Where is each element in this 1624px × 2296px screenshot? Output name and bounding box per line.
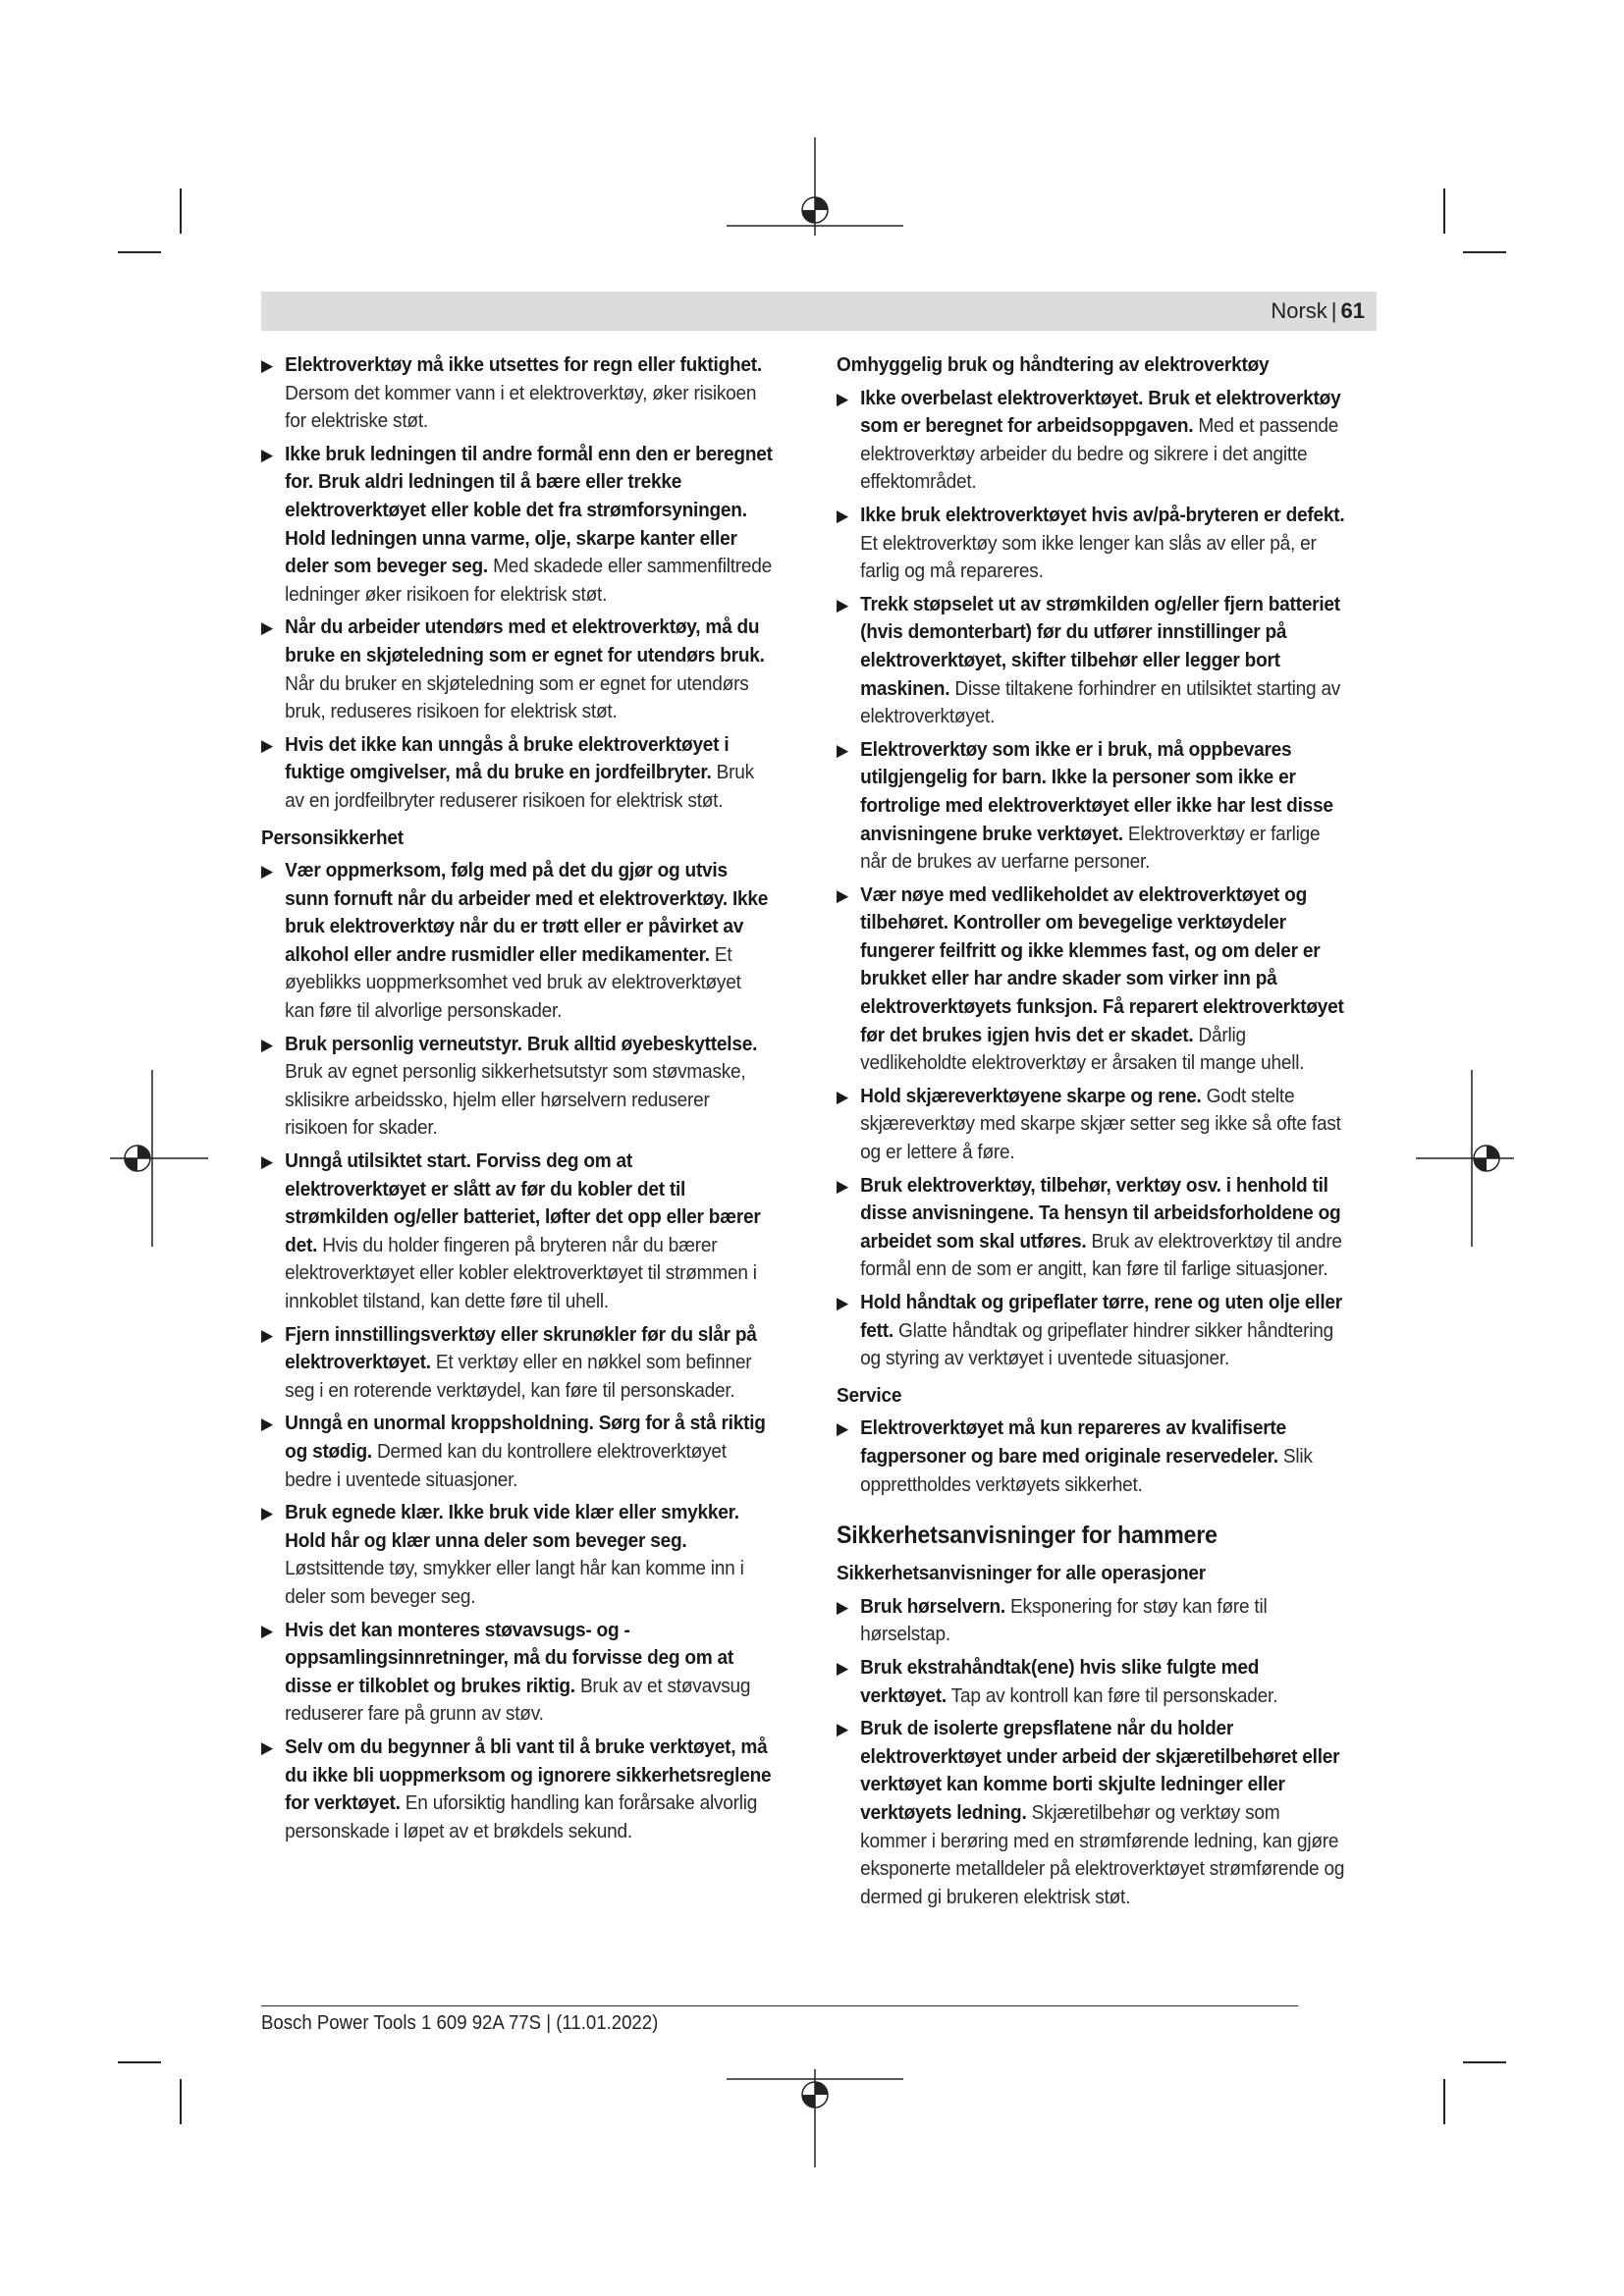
list-item [261, 1148, 775, 1316]
left-column [261, 351, 775, 1850]
bullet-triangle-icon: ▶ [837, 595, 848, 614]
bullet-triangle-icon: ▶ [261, 862, 273, 881]
subheading-personal-safety: Personsikkerhet [261, 826, 404, 849]
item-plain-text: Eksponering for støy kan føre til hørselstap. [860, 1594, 1268, 1646]
list-item [261, 1410, 775, 1494]
list-item [261, 441, 775, 610]
item-plain-text: Slik opprettholdes verktøyets sikkerhet. [860, 1444, 1313, 1496]
bullet-triangle-icon: ▶ [837, 389, 848, 408]
item-bold-text: Vær nøye med vedlikeholdet av elektroverktøyet og tilbehøret. Kontroller om bevegelige verktøydeler fungerer feilfritt og ikke klemmes fast, og om deler er brukket eller har andre skader som virker inn på elektroverktøyets funksjon. Få reparert elektroverktøyet før det brukes igjen hvis det er skadet. [860, 882, 1344, 1046]
header-separator: | [1330, 298, 1337, 323]
item-plain-text: Et elektroverktøy som ikke lenger kan slås av eller på, er farlig og må repareres. [860, 531, 1317, 583]
bullet-triangle-icon: ▶ [837, 1087, 848, 1106]
subheading-all-operations: Sikkerhetsanvisninger for alle operasjoner [837, 1562, 1206, 1585]
item-bold-text: Unngå en unormal kroppsholdning. Sørg for å stå riktig og stødig. [285, 1412, 766, 1463]
section-heading-hammer-safety: Sikkerhetsanvisninger for hammere [837, 1522, 1218, 1550]
bullet-triangle-icon: ▶ [261, 1504, 273, 1523]
item-bold-text: Selv om du begynner å bli vant til å bruke verktøyet, må du ikke bli uoppmerksom og ignorere sikkerhetsreglene for verktøyet. [285, 1735, 772, 1815]
item-plain-text: Bruk av et støvavsug reduserer fare på grunn av støv. [285, 1674, 751, 1726]
list-item [837, 1715, 1350, 1911]
item-plain-text: Dermed kan du kontrollere elektroverktøyet bedre i uventede situasjoner. [285, 1439, 727, 1491]
item-bold-text: Fjern innstillingsverktøy eller skrunøkler før du slår på elektroverktøyet. [285, 1322, 757, 1374]
bullet-triangle-icon: ▶ [837, 1176, 848, 1196]
item-bold-text: Elektroverktøy må ikke utsettes for regn eller fuktighet. [285, 353, 762, 376]
header-text [1271, 297, 1365, 325]
item-bold-text: Ikke bruk elektroverktøyet hvis av/på-bryteren er defekt. [860, 503, 1345, 526]
bullet-triangle-icon: ▶ [837, 1658, 848, 1678]
item-plain-text: Bruk av elektroverktøy til andre formål enn de som er angitt, kan føre til farlige situasjoner. [860, 1229, 1342, 1281]
list-item [261, 1321, 775, 1406]
registration-mark-bottom-icon [727, 2069, 903, 2167]
item-plain-text: Med et passende elektroverktøy arbeider du bedre og sikrere i det angitte effektområdet. [860, 414, 1339, 494]
item-bold-text: Trekk støpselet ut av strømkilden og/eller fjern batteriet (hvis demonterbart) før du utfører innstillinger på elektroverktøyet, skifter tilbehør eller legger bort maskinen. [860, 592, 1340, 700]
bullet-triangle-icon: ▶ [261, 1737, 273, 1757]
item-plain-text: Tap av kontroll kan føre til personskader. [946, 1683, 1278, 1707]
bullet-triangle-icon: ▶ [261, 1325, 273, 1345]
registration-mark-top-icon [727, 137, 903, 236]
item-plain-text: Med skadede eller sammenfiltrede ledninger øker risikoen for elektrisk støt. [285, 555, 773, 606]
list-item [837, 502, 1350, 586]
bullet-triangle-icon: ▶ [261, 1035, 273, 1054]
crop-mark-top-left-v [180, 188, 182, 234]
bullet-triangle-icon: ▶ [261, 735, 273, 755]
item-bold-text: Vær oppmerksom, følg med på det du gjør og utvis sunn fornuft når du arbeider med et elektroverktøy. Ikke bruk elektroverktøy når du er trøtt eller er påvirket av alkohol eller andre rusmidler eller medikamenter. [285, 859, 769, 966]
item-bold-text: Hold skjæreverktøyene skarpe og rene. [860, 1084, 1202, 1107]
list-item [837, 881, 1350, 1078]
list-item [837, 591, 1350, 731]
item-plain-text: Et verktøy eller en nøkkel som befinner seg i en roterende verktøydel, kan føre til personskader. [285, 1351, 752, 1402]
list-item [837, 1654, 1350, 1710]
item-plain-text: En uforsiktig handling kan forårsake alvorlig personskade i løpet av et brøkdels sekund. [285, 1791, 758, 1842]
item-bold-text: Bruk hørselvern. [860, 1594, 1005, 1618]
list-item [261, 1499, 775, 1611]
page-footer [261, 2005, 1298, 2037]
item-bold-text: Unngå utilsiktet start. Forviss deg om at elektroverktøyet er slått av før du kobler det til strømkilden og/eller batteriet, løfter det opp eller bærer det. [285, 1149, 761, 1256]
crop-mark-top-right-h [1463, 251, 1506, 253]
item-plain-text: Disse tiltakene forhindrer en utilsiktet starting av elektroverktøyet. [860, 676, 1341, 728]
list-item [837, 1289, 1350, 1373]
item-plain-text: Bruk av egnet personlig sikkerhetsutstyr som støvmaske, sklisikre arbeidssko, hjelm eller hørselvern reduserer risikoen for skader. [285, 1060, 746, 1140]
crop-mark-top-left-h [118, 251, 161, 253]
item-plain-text: Godt stelte skjæreverktøy med skarpe skjær setter seg ikke så ofte fast og er lettere å føre. [860, 1084, 1341, 1164]
crop-mark-top-right-v [1443, 188, 1445, 234]
item-plain-text: Et øyeblikks uoppmerksomhet ved bruk av elektroverktøyet kan føre til alvorlige personskader. [285, 942, 741, 1023]
bullet-triangle-icon: ▶ [837, 1419, 848, 1439]
item-bold-text: Bruk ekstrahåndtak(ene) hvis slike fulgte med verktøyet. [860, 1655, 1260, 1707]
item-plain-text: Glatte håndtak og gripeflater hindrer sikker håndtering og styring av verktøyet i uventede situasjoner. [860, 1318, 1333, 1370]
item-bold-text: Ikke bruk ledningen til andre formål enn den er beregnet for. Bruk aldri ledningen til å bære eller trekke elektroverktøyet eller koble det fra strømforsyningen. Hold ledningen unna varme, olje, skarpe kanter eller deler som beveger seg. [285, 442, 773, 578]
item-plain-text: Løstsittende tøy, smykker eller langt hår kan komme inn i deler som beveger seg. [285, 1557, 744, 1608]
bullet-triangle-icon: ▶ [261, 618, 273, 638]
right-column [837, 351, 1350, 1916]
bullet-triangle-icon: ▶ [261, 1152, 273, 1172]
footer-text: Bosch Power Tools 1 609 92A 77S | (11.01.2022) [261, 2012, 659, 2034]
list-item [261, 857, 775, 1026]
crop-mark-bottom-left-h [118, 2061, 161, 2063]
header-language: Norsk [1271, 298, 1327, 323]
bullet-triangle-icon: ▶ [261, 1621, 273, 1640]
list-item [837, 1593, 1350, 1649]
item-plain-text: Skjæretilbehør og verktøy som kommer i berøring med en strømførende ledning, kan gjøre eksponerte metalldeler på elektroverktøyet strømførende og dermed gi brukeren elektrisk støt. [860, 1800, 1345, 1908]
bullet-triangle-icon: ▶ [261, 356, 273, 375]
item-plain-text: Når du bruker en skjøteledning som er egnet for utendørs bruk, reduseres risikoen for elektrisk støt. [285, 671, 749, 723]
item-bold-text: Ikke overbelast elektroverktøyet. Bruk et elektroverktøy som er beregnet for arbeidsoppgaven. [860, 386, 1341, 438]
list-item [261, 731, 775, 816]
item-plain-text: Hvis du holder fingeren på bryteren når du bærer elektroverktøyet eller kobler elektroverktøyet til strømmen i innkoblet tilstand, kan dette føre til uhell. [285, 1233, 757, 1312]
item-bold-text: Bruk de isolerte grepsflatene når du holder elektroverktøyet under arbeid der skjæretilbehøret eller verktøyet kan komme borti skjulte ledninger eller verktøyets ledning. [860, 1717, 1340, 1824]
item-bold-text: Når du arbeider utendørs med et elektroverktøy, må du bruke en skjøteledning som er egnet for utendørs bruk. [285, 615, 765, 667]
item-plain-text: Bruk av en jordfeilbryter reduserer risikoen for elektrisk støt. [285, 761, 754, 812]
list-item [837, 1415, 1350, 1499]
bullet-triangle-icon: ▶ [837, 885, 848, 905]
bullet-triangle-icon: ▶ [837, 1720, 848, 1739]
item-bold-text: Bruk egnede klær. Ikke bruk vide klær eller smykker. Hold hår og klær unna deler som beveger seg. [285, 1501, 739, 1552]
crop-mark-bottom-left-v [180, 2079, 182, 2124]
item-bold-text: Hvis det kan monteres støvavsugs- og -oppsamlingsinnretninger, må du forvisse deg om at disse er tilkoblet og brukes riktig. [285, 1618, 734, 1697]
crop-mark-bottom-right-h [1463, 2061, 1506, 2063]
item-plain-text: Elektroverktøy er farlige når de brukes av uerfarne personer. [860, 822, 1321, 874]
item-bold-text: Bruk personlig verneutstyr. Bruk alltid øyebeskyttelse. [285, 1032, 758, 1055]
list-item [837, 1083, 1350, 1167]
bullet-triangle-icon: ▶ [837, 1294, 848, 1312]
list-item [837, 385, 1350, 497]
list-item [261, 614, 775, 725]
item-bold-text: Elektroverktøy som ikke er i bruk, må oppbevares utilgjengelig for barn. Ikke la personer som ikke er fortrolige med elektroverktøyet eller ikke har lest disse anvisningene bruke verktøyet. [860, 737, 1333, 845]
subheading-service: Service [837, 1383, 902, 1407]
item-bold-text: Hold håndtak og gripeflater tørre, rene og uten olje eller fett. [860, 1291, 1342, 1342]
item-plain-text: Dersom det kommer vann i et elektroverktøy, øker risikoen for elektriske støt. [285, 381, 757, 433]
item-bold-text: Bruk elektroverktøy, tilbehør, verktøy osv. i henhold til disse anvisningene. Ta hensyn til arbeidsforholdene og arbeidet som skal utføres. [860, 1173, 1341, 1253]
item-bold-text: Elektroverktøyet må kun repareres av kvalifiserte fagpersoner og bare med originale reservedeler. [860, 1416, 1286, 1468]
list-item [261, 1617, 775, 1729]
bullet-triangle-icon: ▶ [261, 445, 273, 464]
subheading-careful-handling: Omhyggelig bruk og håndtering av elektroverktøy [837, 353, 1270, 376]
crop-mark-bottom-right-v [1443, 2079, 1445, 2124]
bullet-triangle-icon: ▶ [837, 506, 848, 525]
list-item [261, 1734, 775, 1845]
page-number: 61 [1340, 298, 1365, 323]
registration-mark-right-icon [1416, 1070, 1514, 1247]
item-bold-text: Hvis det ikke kan unngås å bruke elektroverktøyet i fuktige omgivelser, må du bruke en jordfeilbryter. [285, 732, 730, 784]
list-item [837, 1172, 1350, 1284]
list-item [261, 351, 775, 436]
bullet-triangle-icon: ▶ [837, 1597, 848, 1617]
registration-mark-left-icon [110, 1070, 208, 1247]
bullet-triangle-icon: ▶ [837, 740, 848, 760]
list-item [261, 1031, 775, 1143]
item-plain-text: Dårlig vedlikeholdte elektroverktøy er årsaken til mange uhell. [860, 1023, 1305, 1075]
page-header [261, 292, 1377, 331]
list-item [837, 736, 1350, 877]
bullet-triangle-icon: ▶ [261, 1415, 273, 1434]
